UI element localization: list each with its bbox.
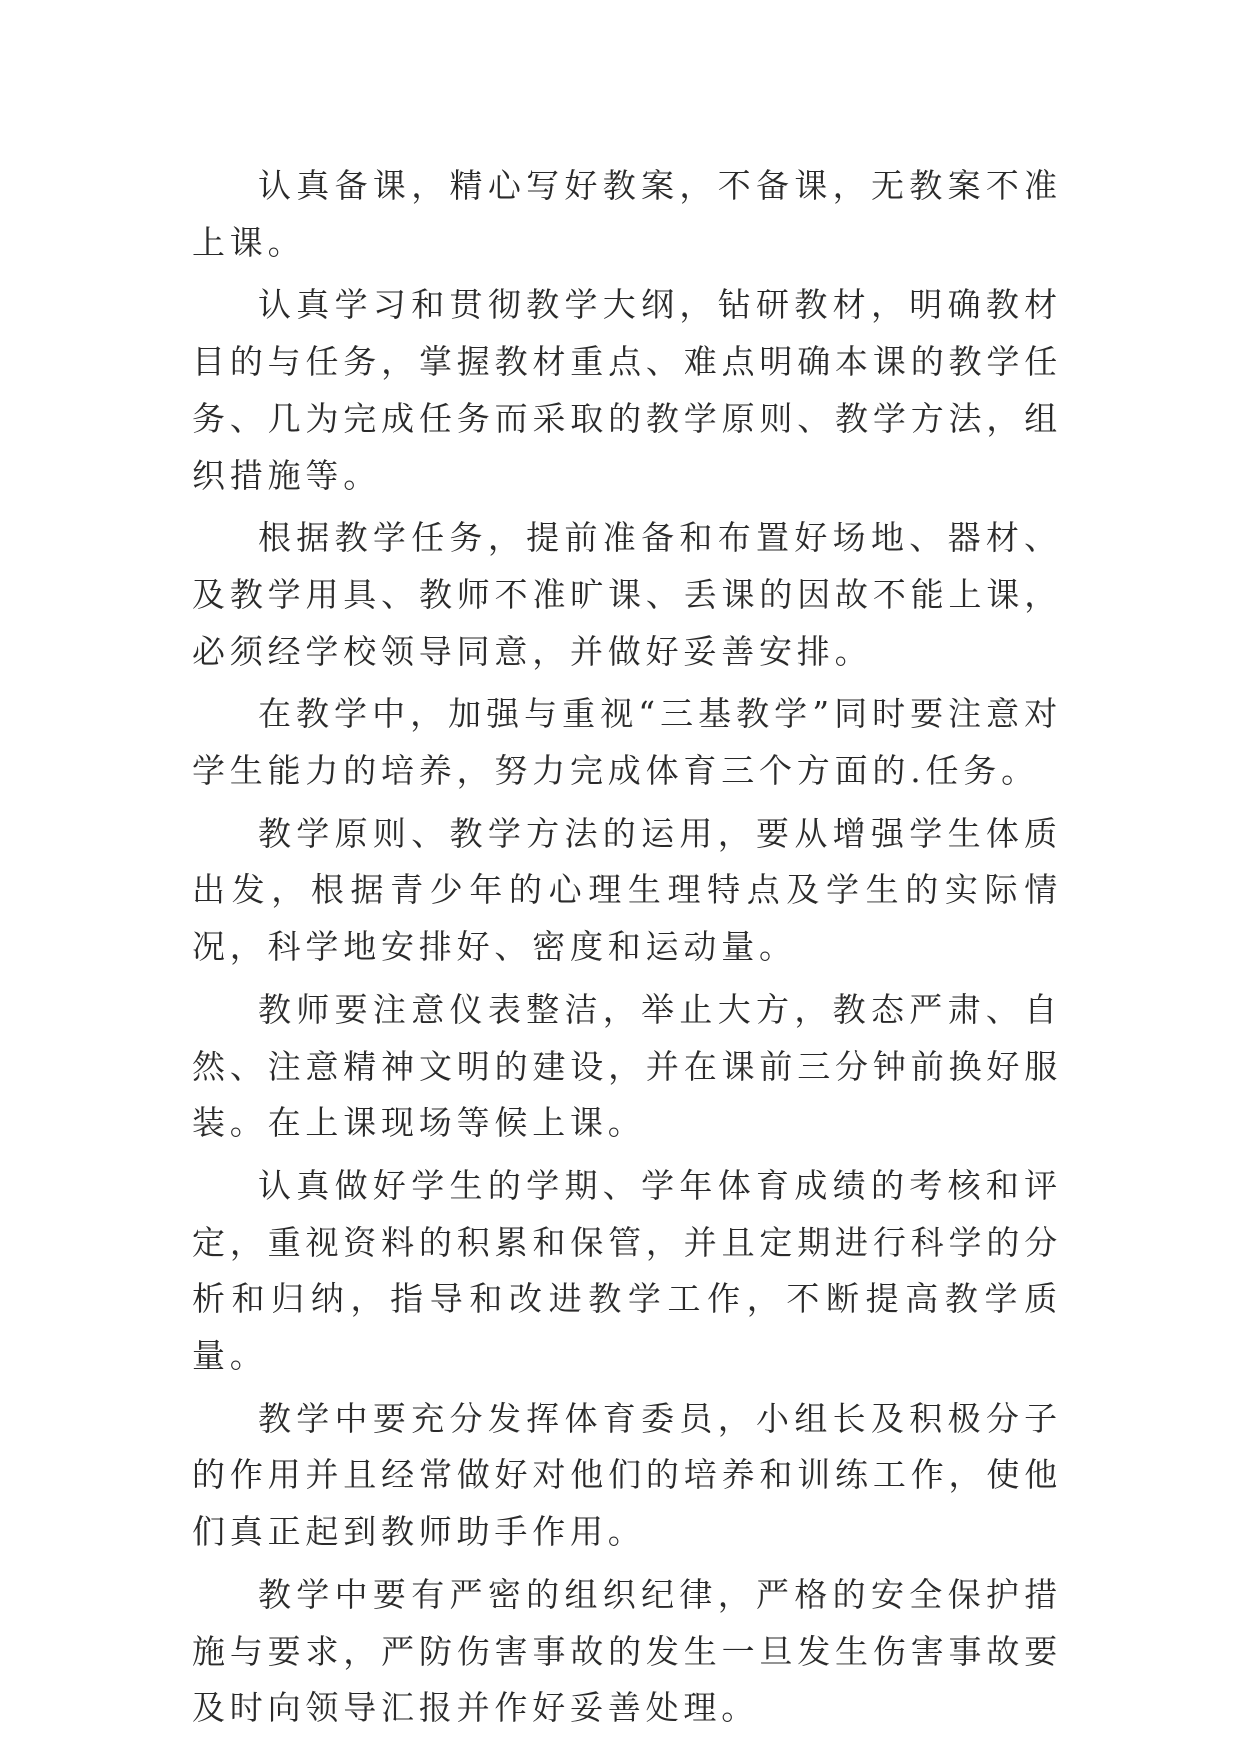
paragraph-4: 在教学中，加强与重视“三基教学”同时要注意对学生能力的培养，努力完成体育三个方面的.任务。 xyxy=(192,694,1062,791)
document-body xyxy=(192,158,1062,1743)
paragraph-1: 认真备课，精心写好教案，不备课，无教案不准上课。 xyxy=(192,166,1062,262)
paragraph-3: 根据教学任务，提前准备和布置好场地、器材、及教学用具、教师不准旷课、丢课的因故不能上课，必须经学校领导同意，并做好妥善安排。 xyxy=(192,518,1062,671)
paragraph-7: 认真做好学生的学期、学年体育成绩的考核和评定，重视资料的积累和保管，并且定期进行科学的分析和归纳，指导和改进教学工作，不断提高教学质量。 xyxy=(192,1165,1062,1376)
paragraph-8: 教学中要充分发挥体育委员，小组长及积极分子的作用并且经常做好对他们的培养和训练工作，使他们真正起到教师助手作用。 xyxy=(192,1398,1062,1552)
paragraph-9: 教学中要有严密的组织纪律，严格的安全保护措施与要求，严防伤害事故的发生一旦发生伤害事故要及时向领导汇报并作好妥善处理。 xyxy=(192,1574,1062,1728)
paragraph-2: 认真学习和贯彻教学大纲，钻研教材，明确教材目的与任务，掌握教材重点、难点明确本课的教学任务、几为完成任务而采取的教学原则、教学方法，组织措施等。 xyxy=(192,285,1062,495)
paragraph-5: 教学原则、教学方法的运用，要从增强学生体质出发，根据青少年的心理生理特点及学生的实际情况，科学地安排好、密度和运动量。 xyxy=(192,813,1062,967)
paragraph-6: 教师要注意仪表整洁，举止大方，教态严肃、自然、注意精神文明的建设，并在课前三分钟前换好服装。在上课现场等候上课。 xyxy=(192,989,1062,1143)
